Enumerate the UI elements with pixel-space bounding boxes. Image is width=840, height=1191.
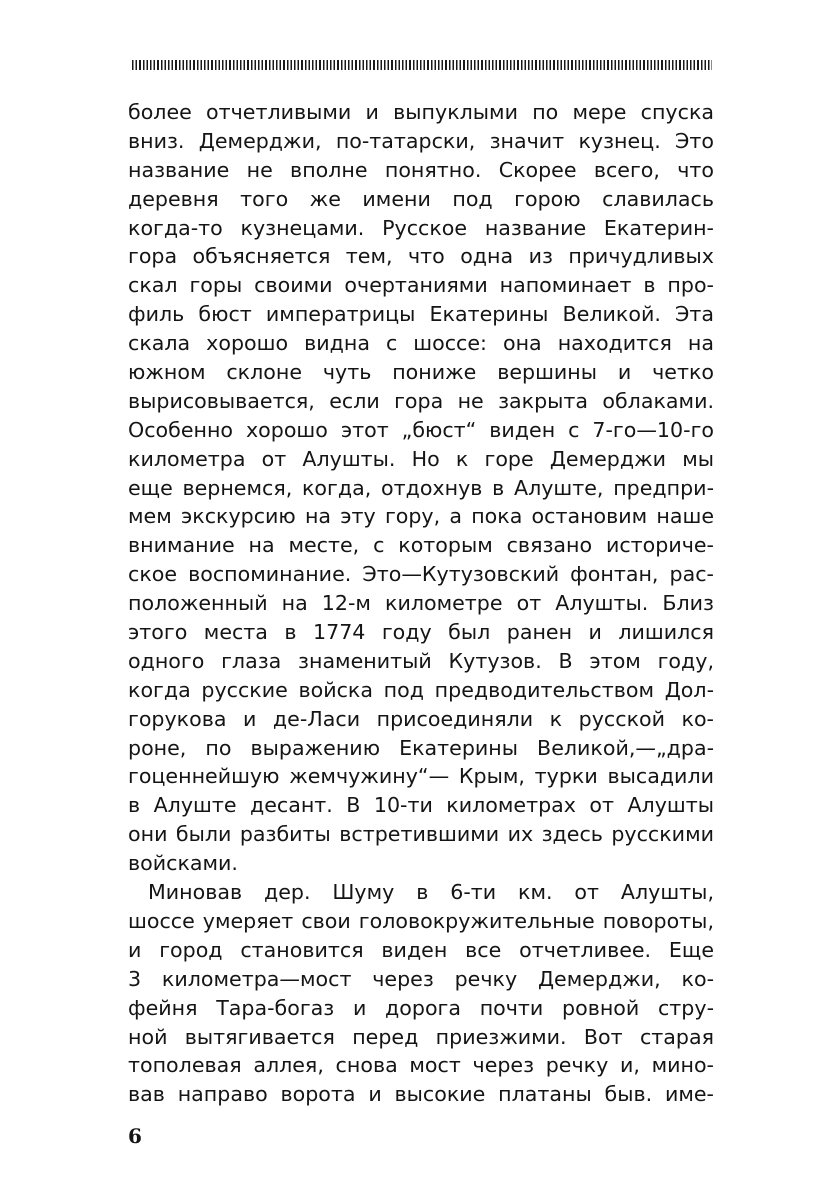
text-line: они были разбиты встретившими их здесь русскими xyxy=(128,822,714,847)
text-line: этого места в 1774 году был ранен и лишился xyxy=(128,620,714,645)
text-line: тополевая аллея, снова мост через речку и, мино- xyxy=(128,1053,714,1078)
text-line: шоссе умеряет свои головокружительные повороты, xyxy=(128,908,714,933)
text-line: гора объясняется тем, что одна из причудливых xyxy=(128,244,714,269)
paragraph-2 xyxy=(128,878,714,1109)
text-line: одного глаза знаменитый Кутузов. В этом году, xyxy=(128,648,714,673)
text-line: мем экскурсию на эту гору, а пока остановим наше xyxy=(128,504,714,529)
text-line: гоценнейшую жемчужину“— Крым, турки высадили xyxy=(128,764,714,789)
text-line: вав направо ворота и высокие платаны быв. име- xyxy=(128,1082,714,1107)
text-line: вырисовывается, если гора не закрыта облаками. xyxy=(128,388,714,413)
text-line: в Алуште десант. В 10-ти километрах от Алушты xyxy=(128,793,714,818)
text-line: вниз. Демерджи, по-татарски, значит кузнец. Это xyxy=(128,128,714,153)
text-line: Миновав дер. Шуму в 6-ти км. от Алушты, xyxy=(148,880,714,905)
text-line: филь бюст императрицы Екатерины Великой. Эта xyxy=(128,302,714,327)
text-line: ское воспоминание. Это—Кутузовский фонтан, рас- xyxy=(128,562,714,587)
text-line: войсками. xyxy=(128,851,238,876)
text-line: еще вернемся, когда, отдохнув в Алуште, предпри- xyxy=(128,475,714,500)
header-ornament-rule xyxy=(132,60,712,70)
text-line: горукова и де-Ласи присоединяли к русской ко- xyxy=(128,706,714,731)
body-text xyxy=(128,98,714,1109)
text-line: название не вполне понятно. Скорее всего, что xyxy=(128,157,714,182)
text-line: Особенно хорошо этот „бюст“ виден с 7-го—10-го xyxy=(128,417,714,442)
paragraph-1 xyxy=(128,98,714,878)
text-line: роне, по выражению Екатерины Великой,—„дра- xyxy=(128,735,714,760)
text-line: внимание на месте, с которым связано историче- xyxy=(128,533,714,558)
text-line: когда русские войска под предводительством Дол- xyxy=(128,677,714,702)
text-line: южном склоне чуть пониже вершины и четко xyxy=(128,360,714,385)
text-line: скала хорошо видна с шоссе: она находится на xyxy=(128,331,714,356)
text-line: скал горы своими очертаниями напоминает в про- xyxy=(128,273,714,298)
page-number: 6 xyxy=(128,1124,142,1148)
text-line: более отчетливыми и выпуклыми по мере спуска xyxy=(128,100,714,124)
text-line: деревня того же имени под горою славилась xyxy=(128,186,714,211)
text-line: километра от Алушты. Но к горе Демерджи мы xyxy=(128,446,714,471)
text-line: фейня Тара-богаз и дорога почти ровной стру- xyxy=(128,995,714,1020)
text-line: когда-то кузнецами. Русское название Екатерин- xyxy=(128,215,714,240)
text-line: ной вытягивается перед приезжими. Вот старая xyxy=(128,1024,714,1049)
text-line: и город становится виден все отчетливее. Еще xyxy=(128,937,714,962)
text-line: положенный на 12-м километре от Алушты. Близ xyxy=(128,591,714,616)
text-line: 3 километра—мост через речку Демерджи, ко- xyxy=(128,966,714,991)
